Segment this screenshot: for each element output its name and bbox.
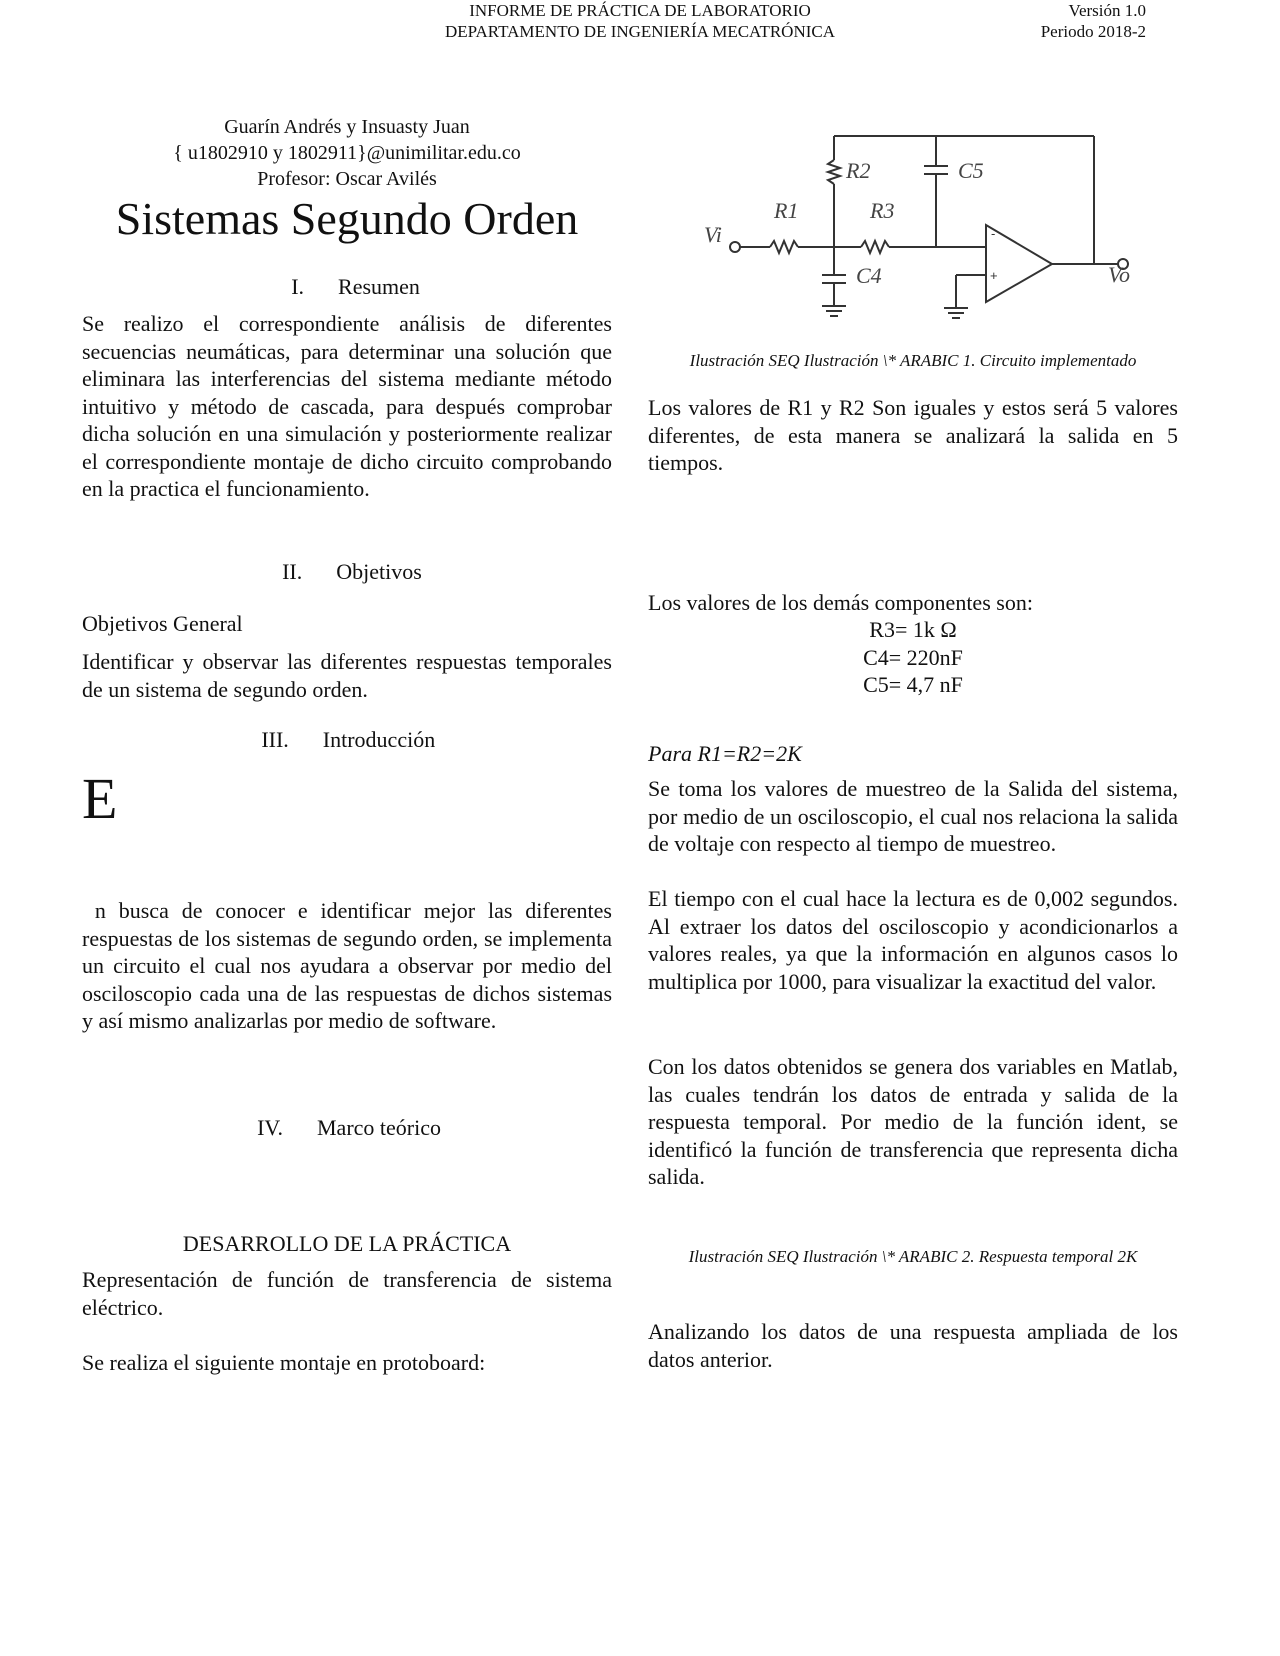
section-title: Resumen: [338, 274, 420, 299]
analysis-paragraph: Analizando los datos de una respuesta ampliada de los datos anterior.: [648, 1319, 1178, 1372]
desarrollo-paragraph-1: Representación de función de transferencia de sistema eléctrico.: [82, 1267, 612, 1320]
section-number: III.: [261, 727, 289, 752]
professor-name: Profesor: Oscar Avilés: [257, 168, 437, 190]
label-vi: Vi: [704, 222, 722, 247]
label-r1: R1: [774, 198, 799, 223]
section-title: Introducción: [322, 727, 436, 752]
section-heading-desarrollo: DESARROLLO DE LA PRÁCTICA: [182, 1231, 512, 1256]
label-vo: Vo: [1108, 262, 1130, 287]
resistor-r3: [861, 241, 889, 253]
reading-time-paragraph: El tiempo con el cual hace la lectura es de 0,002 segundos. Al extraer los datos del osciloscopio y acondicionarlos a valores reales, ya que la información en algunos casos lo multiplica por 1000, para visualizar la exactitud del valor.: [648, 886, 1178, 994]
desarrollo-paragraph-2: Se realiza el siguiente montaje en protoboard:: [82, 1350, 486, 1375]
author-names: Guarín Andrés y Insuasty Juan: [224, 116, 470, 138]
header-report-type: INFORME DE PRÁCTICA DE LABORATORIO: [469, 1, 811, 20]
section-number: I.: [291, 274, 305, 299]
intro-drop-cap: E: [82, 766, 118, 831]
author-emails: { u1802910 y 1802911}@unimilitar.edu.co: [173, 142, 521, 164]
component-c5: C5= 4,7 nF: [863, 672, 963, 697]
input-terminal: [730, 242, 740, 252]
case-heading-2k: Para R1=R2=2K: [648, 741, 802, 766]
figure-caption-2: Ilustración SEQ Ilustración \* ARABIC 2. Respuesta temporal 2K: [688, 1247, 1138, 1266]
values-paragraph: Los valores de R1 y R2 Son iguales y estos será 5 valores diferentes, de esta manera se analizará la salida en 5 tiempos.: [648, 395, 1178, 475]
section-number: IV.: [257, 1115, 283, 1140]
section-heading-objetivos: [82, 558, 612, 586]
section-heading-marco-teorico: [82, 1114, 612, 1142]
label-r3: R3: [870, 198, 895, 223]
objetivos-paragraph: Identificar y observar las diferentes respuestas temporales de un sistema de segundo orden.: [82, 649, 612, 702]
introduccion-paragraph: n busca de conocer e identificar mejor las diferentes respuestas de los sistemas de segundo orden, se implementa un circuito el cual nos ayudara a observar por medio del osciloscopio cada una de las respuestas de dichos sistemas y así mismo analizarlas por medio de software.: [82, 898, 618, 1033]
header-period: Periodo 2018-2: [1040, 22, 1146, 41]
op-amp: [986, 225, 1052, 302]
op-amp-minus: -: [991, 226, 996, 241]
op-amp-plus: +: [990, 268, 998, 283]
section-number: II.: [282, 559, 303, 584]
figure-caption-1: Ilustración SEQ Ilustración \* ARABIC 1. Circuito implementado: [689, 351, 1137, 370]
report-header: [380, 0, 900, 42]
resumen-paragraph: Se realizo el correspondiente análisis de diferentes secuencias neumáticas, para determinar una solución que eliminara las interferencias del sistema mediante método intuitivo y método de cascada, para después comprobar dicha solución en una simulación y posteriormente realizar el correspondiente montaje de dicho circuito comprobando en la practica el funcionamiento.: [82, 311, 612, 501]
section-heading-resumen: [82, 273, 612, 301]
section-heading-introduccion: [82, 726, 612, 754]
section-title: Objetivos: [336, 559, 422, 584]
header-version: Versión 1.0: [1068, 1, 1146, 20]
report-version-block: [1000, 0, 1146, 42]
matlab-paragraph: Con los datos obtenidos se genera dos variables en Matlab, las cuales tendrán los datos de entrada y salida de la respuesta temporal. Por medio de la función ident, se identificó la función de transferencia que representa dicha salida.: [648, 1054, 1178, 1189]
paper-title: Sistemas Segundo Orden: [115, 193, 579, 244]
label-c4: C4: [856, 263, 882, 288]
header-department: DEPARTAMENTO DE INGENIERÍA MECATRÓNICA: [444, 22, 836, 41]
objetivos-subtitle: Objetivos General: [82, 611, 243, 636]
sampling-paragraph: Se toma los valores de muestreo de la Salida del sistema, por medio de un osciloscopio, el cual nos relaciona la salida de voltaje con respecto al tiempo de muestreo.: [648, 776, 1178, 856]
component-c4: C4= 220nF: [863, 645, 963, 670]
label-r2: R2: [846, 158, 871, 183]
section-title: Marco teórico: [317, 1115, 441, 1140]
label-c5: C5: [958, 158, 984, 183]
circuit-diagram: [686, 130, 1186, 340]
resistor-r2: [828, 160, 840, 184]
components-intro: Los valores de los demás componentes son:: [648, 590, 1033, 615]
author-block: [82, 114, 612, 192]
resistor-r1: [770, 241, 798, 253]
component-r3: R3= 1k Ω: [869, 617, 957, 642]
